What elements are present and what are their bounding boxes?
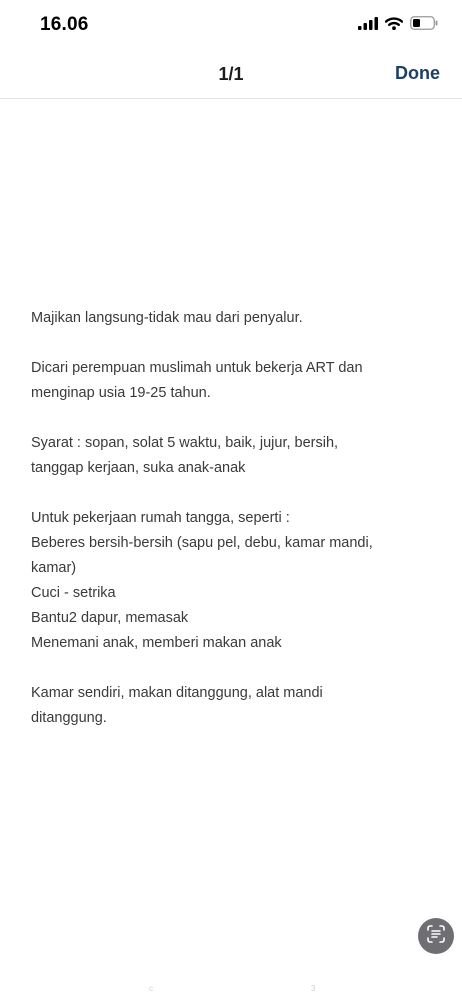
live-text-icon (427, 925, 445, 948)
wifi-icon (385, 17, 403, 35)
paragraph (31, 681, 431, 731)
status-icons (358, 16, 438, 35)
text-line: Beberes bersih-bersih (sapu pel, debu, kamar mandi, (31, 535, 373, 551)
paragraph (31, 506, 431, 656)
nav-bar (0, 50, 462, 99)
live-text-button[interactable] (418, 918, 454, 954)
text-line: Syarat : sopan, solat 5 waktu, baik, jujur, bersih, (31, 435, 339, 451)
text-line: menginap usia 19-25 tahun. (31, 385, 211, 401)
text-line: Untuk pekerjaan rumah tangga, seperti : (31, 510, 290, 526)
text-line: Dicari perempuan muslimah untuk bekerja ART dan (31, 360, 363, 376)
text-line: tanggap kerjaan, suka anak-anak (31, 460, 246, 476)
text-line: ditanggung. (31, 710, 107, 726)
battery-icon (410, 16, 438, 35)
text-line: Menemani anak, memberi makan anak (31, 635, 282, 651)
paragraph (31, 431, 431, 481)
text-line: Bantu2 dapur, memasak (31, 610, 189, 626)
cellular-signal-icon (358, 17, 378, 35)
text-line: Kamar sendiri, makan ditanggung, alat mandi (31, 685, 323, 701)
page-counter: 1/1 (218, 64, 244, 84)
bottom-mark: c (149, 984, 153, 993)
text-line: kamar) (31, 560, 77, 576)
bottom-mark: 3 (311, 984, 316, 993)
status-bar (0, 0, 462, 50)
status-time: 16.06 (40, 14, 89, 35)
paragraph (31, 306, 431, 331)
paragraph (31, 356, 431, 406)
text-line: Majikan langsung-tidak mau dari penyalur. (31, 310, 303, 326)
document-body (31, 306, 431, 731)
done-button[interactable]: Done (395, 63, 440, 83)
text-line: Cuci - setrika (31, 585, 116, 601)
